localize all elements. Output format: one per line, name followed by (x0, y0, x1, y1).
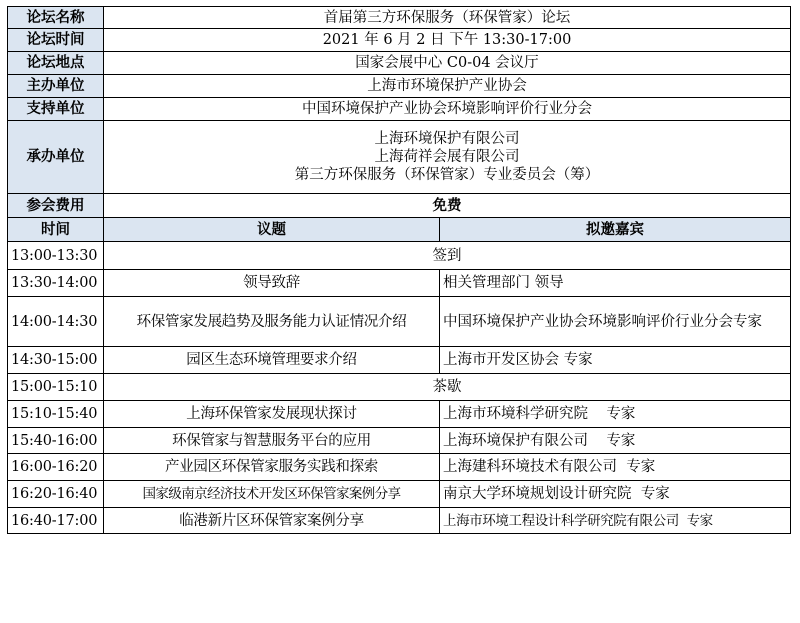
session-topic: 上海环保管家发展现状探讨 (104, 401, 440, 428)
topic-column-header: 议题 (104, 218, 440, 242)
info-row-time (8, 29, 791, 52)
session-topic: 产业园区环保管家服务实践和探索 (104, 454, 440, 481)
session-guest: 中国环境保护产业协会环境影响评价行业分会专家 (440, 297, 791, 347)
session-guest: 相关管理部门 领导 (440, 270, 791, 297)
schedule-row (8, 270, 791, 297)
schedule-row (8, 481, 791, 508)
forum-name-label: 论坛名称 (8, 7, 104, 29)
schedule-header-row (8, 218, 791, 242)
organizer-item: 第三方环保服务（环保管家）专业委员会（筹） (294, 167, 600, 183)
session-time: 16:40-17:00 (8, 508, 104, 534)
forum-time-value: 2021 年 6 月 2 日 下午 13:30-17:00 (104, 29, 791, 52)
schedule-row (8, 242, 791, 270)
organizer-label: 承办单位 (8, 121, 104, 194)
host-value: 上海市环境保护产业协会 (104, 75, 791, 98)
forum-venue-value: 国家会展中心 C0-04 会议厅 (104, 52, 791, 75)
session-time: 14:30-15:00 (8, 347, 104, 374)
info-row-organizer (8, 121, 791, 194)
fee-label: 参会费用 (8, 194, 104, 218)
session-guest: 上海市开发区协会 专家 (440, 347, 791, 374)
info-row-venue (8, 52, 791, 75)
info-row-name (8, 7, 791, 29)
info-row-host (8, 75, 791, 98)
session-guest: 上海市环境科学研究院 专家 (440, 401, 791, 428)
info-row-support (8, 98, 791, 121)
session-guest: 上海环境保护有限公司 专家 (440, 428, 791, 454)
info-row-fee (8, 194, 791, 218)
session-guest: 上海市环境工程设计科学研究院有限公司 专家 (440, 508, 791, 534)
session-topic: 环保管家与智慧服务平台的应用 (104, 428, 440, 454)
forum-schedule-table (7, 6, 791, 534)
schedule-row (8, 428, 791, 454)
session-guest: 南京大学环境规划设计研究院 专家 (440, 481, 791, 508)
session-topic: 领导致辞 (104, 270, 440, 297)
forum-name-value: 首届第三方环保服务（环保管家）论坛 (104, 7, 791, 29)
session-break: 茶歇 (104, 374, 791, 401)
support-label: 支持单位 (8, 98, 104, 121)
session-time: 16:00-16:20 (8, 454, 104, 481)
schedule-row (8, 508, 791, 534)
support-value: 中国环境保护产业协会环境影响评价行业分会 (104, 98, 791, 121)
fee-value: 免费 (104, 194, 791, 218)
schedule-row (8, 297, 791, 347)
schedule-row (8, 347, 791, 374)
organizer-item: 上海环境保护有限公司 (374, 131, 520, 147)
session-time: 15:10-15:40 (8, 401, 104, 428)
session-time: 16:20-16:40 (8, 481, 104, 508)
schedule-row (8, 401, 791, 428)
session-time: 14:00-14:30 (8, 297, 104, 347)
schedule-row (8, 374, 791, 401)
session-topic: 临港新片区环保管家案例分享 (104, 508, 440, 534)
session-time: 13:00-13:30 (8, 242, 104, 270)
session-break: 签到 (104, 242, 791, 270)
host-label: 主办单位 (8, 75, 104, 98)
forum-venue-label: 论坛地点 (8, 52, 104, 75)
organizer-item: 上海荷祥会展有限公司 (374, 149, 520, 165)
organizer-list (104, 121, 791, 194)
session-guest: 上海建科环境技术有限公司 专家 (440, 454, 791, 481)
session-time: 15:40-16:00 (8, 428, 104, 454)
session-topic: 园区生态环境管理要求介绍 (104, 347, 440, 374)
session-time: 15:00-15:10 (8, 374, 104, 401)
time-column-header: 时间 (8, 218, 104, 242)
guest-column-header: 拟邀嘉宾 (440, 218, 791, 242)
session-topic: 国家级南京经济技术开发区环保管家案例分享 (104, 481, 440, 508)
forum-time-label: 论坛时间 (8, 29, 104, 52)
session-time: 13:30-14:00 (8, 270, 104, 297)
session-topic: 环保管家发展趋势及服务能力认证情况介绍 (104, 297, 440, 347)
schedule-row (8, 454, 791, 481)
